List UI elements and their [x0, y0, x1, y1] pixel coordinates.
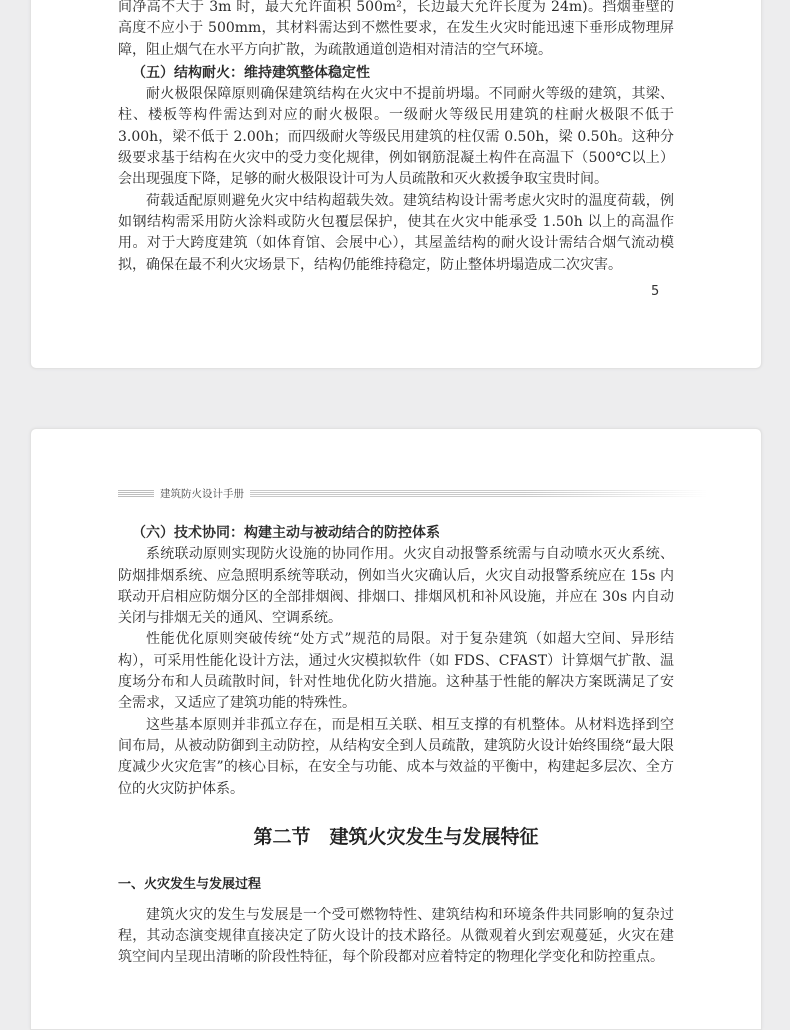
paragraph-fire-development-intro: 建筑火灾的发生与发展是一个受可燃物特性、建筑结构和环境条件共同影响的复杂过程，其动态演变规律直接决定了防火设计的技术路径。从微观着火到宏观蔓延，火灾在建筑空间内呈现出清晰的阶段性特征，每个阶段都对应着特定的物理化学变化和防控重点。 [118, 906, 674, 966]
running-header [118, 487, 708, 501]
page-5-body [118, 0, 674, 276]
page-6-body [118, 523, 674, 969]
paragraph-principles-summary: 这些基本原则并非孤立存在，而是相互关联、相互支撑的有机整体。从材料选择到空间布局，从被动防御到主动防控，从结构安全到人员疏散，建筑防火设计始终围绕“最大限度减少火灾危害”的核心目标，在安全与功能、成本与效益的平衡中，构建起多层次、全方位的火灾防护体系。 [118, 716, 674, 797]
subheading-structure-fire-resistance: （五）结构耐火：维持建筑整体稳定性 [132, 64, 370, 81]
paragraph-fire-resistance-limit: 耐火极限保障原则确保建筑结构在火灾中不提前坍塌。不同耐火等级的建筑，其梁、柱、楼板等构件需达到对应的耐火极限。一级耐火等级民用建筑的柱耐火极限不低于 3.00h，梁不低于 2.00h；而四级耐火等级民用建筑的柱仅需 0.50h，梁 0.50h。这种分级要求基于结构在火灾中的受力变化规律，例如钢筋混凝土构件在高温下（500℃以上）会出现强度下降，足够的耐火极限设计可为人员疏散和灭火救援争取宝贵时间。 [118, 86, 674, 188]
paragraph-system-linkage: 系统联动原则实现防火设施的协同作用。火灾自动报警系统需与自动喷水灭火系统、防烟排烟系统、应急照明系统等联动，例如当火灾确认后，火灾自动报警系统应在 15s 内联动开启相应防烟分区的全部排烟阀、排烟口、排烟风机和补风设施，并应在 30s 内自动关闭与排烟无关的通风、空调系统。 [118, 546, 674, 627]
document-page-6 [30, 428, 762, 1030]
running-header-title: 建筑防火设计手册 [160, 488, 244, 500]
continued-paragraph: 间净高不大于 3m 时，最大允许面积 500m²，长边最大允许长度为 24m)。挡烟垂壁的高度不应小于 500mm，其材料需达到不燃性要求，在发生火灾时能迅速下垂形成物理屏障，阻止烟气在水平方向扩散，为疏散通道创造相对清洁的空气环境。 [118, 0, 674, 58]
document-page-5 [30, 0, 762, 369]
subsection-title: 一、火灾发生与发展过程 [118, 876, 262, 892]
header-rule-left [118, 490, 154, 498]
section-title: 第二节 建筑火灾发生与发展特征 [253, 825, 539, 848]
paragraph-performance-optimization: 性能优化原则突破传统“处方式”规范的局限。对于复杂建筑（如超大空间、异形结构），可采用性能化设计方法，通过火灾模拟软件（如 FDS、CFAST）计算烟气扩散、温度场分布和人员疏散时间，针对性地优化防火措施。这种基于性能的解决方案既满足了安全需求，又适应了建筑功能的特殊性。 [118, 631, 674, 712]
paragraph-load-adaptation: 荷载适配原则避免火灾中结构超载失效。建筑结构设计需考虑火灾时的温度荷载，例如钢结构需采用防火涂料或防火包覆层保护，使其在火灾中能承受 1.50h 以上的高温作用。对于大跨度建筑（如体育馆、会展中心），其屋盖结构的耐火设计需结合烟气流动模拟，确保在最不利火灾场景下，结构仍能维持稳定，防止整体坍塌造成二次灾害。 [118, 192, 674, 273]
header-rule-right [250, 490, 708, 498]
page-number: 5 [651, 284, 660, 299]
subheading-technical-coordination: （六）技术协同：构建主动与被动结合的防控体系 [132, 525, 440, 541]
